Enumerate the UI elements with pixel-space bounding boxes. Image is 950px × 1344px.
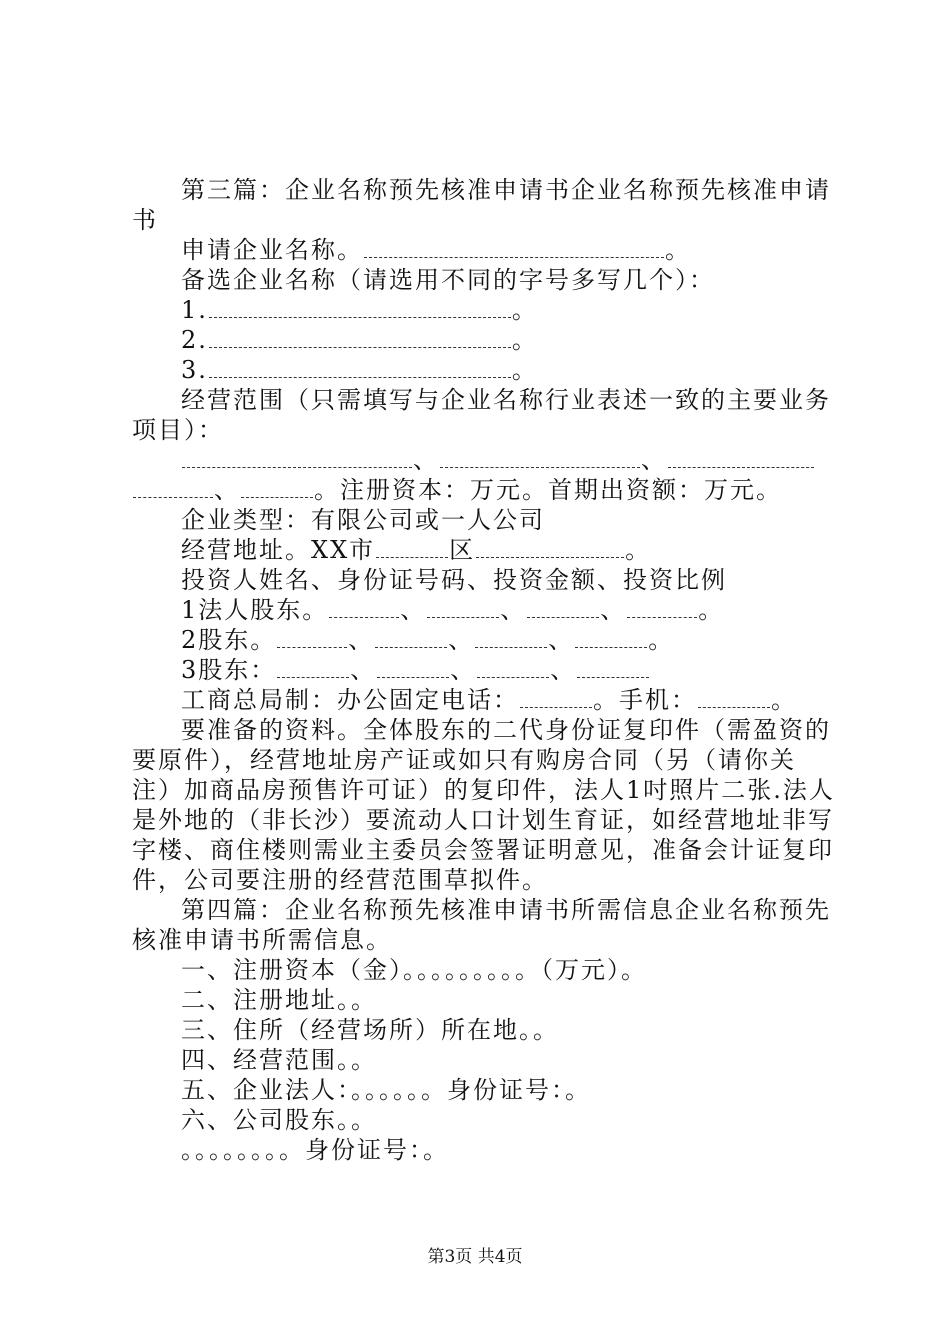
blank-field — [427, 599, 499, 618]
blank-field — [377, 659, 449, 678]
blank-field — [527, 599, 599, 618]
blank-field — [577, 659, 649, 678]
item-registered-address: 二、注册地址。。 — [181, 986, 377, 1014]
blank-field — [241, 479, 313, 498]
item-business-scope: 四、经营范围。。 — [181, 1046, 377, 1074]
scope-blanks-line: 、 、 — [132, 445, 832, 475]
page-footer: 第3页 共4页 — [427, 1247, 523, 1267]
phone-line: 工商总局制：办公固定电话： 。手机： 。 — [181, 686, 797, 714]
blank-field — [520, 689, 592, 708]
blank-field — [182, 449, 412, 468]
blank-field — [209, 359, 511, 378]
materials-para-line-4: 是外地的（非长沙）要流动人口计划生育证，如经营地址非写 — [132, 806, 834, 834]
materials-para-line-3: 注）加商品房预售许可证）的复印件，法人1吋照片二张.法人 — [132, 776, 835, 804]
blank-field — [440, 449, 640, 468]
blank-field — [209, 329, 511, 348]
blank-field — [133, 479, 213, 498]
blank-field — [277, 659, 349, 678]
applicant-name-line: 申请企业名称。 。 — [181, 236, 691, 264]
item-shareholder-id: 。。。。。。。。身份证号：。 — [181, 1136, 449, 1164]
blank-field — [364, 239, 664, 258]
address-line: 经营地址。XX市 区 。 — [181, 536, 652, 564]
blank-field — [475, 629, 547, 648]
materials-para-line-6: 件，公司要注册的经营范围草拟件。 — [132, 866, 548, 894]
item-shareholders: 六、公司股东。。 — [181, 1106, 377, 1134]
document-body — [132, 175, 835, 1165]
materials-para-line-2: 要原件），经营地址房产证或如只有购房合同（另（请你关 — [132, 746, 796, 774]
alt-name-2: 2. 。 — [181, 326, 538, 354]
blank-field — [329, 599, 399, 618]
blank-field — [209, 299, 511, 318]
capital-line: 、 。注册资本：万元。首期出资额：万元。 — [132, 475, 832, 505]
blank-field — [575, 629, 647, 648]
blank-field — [375, 629, 447, 648]
blank-field — [476, 539, 624, 558]
investor-header-line: 投资人姓名、身份证号码、投资金额、投资比例 — [181, 566, 727, 594]
section-4-title: 第四篇：企业名称预先核准申请书所需信息企业名称预先 — [181, 896, 831, 924]
alt-names-line: 备选企业名称（请选用不同的字号多写几个）： — [181, 266, 715, 294]
section-3-title-cont: 书 — [132, 206, 158, 234]
blank-field — [277, 629, 347, 648]
alt-name-3: 3. 。 — [181, 356, 538, 384]
blank-field — [376, 539, 448, 558]
item-registered-capital: 一、注册资本（金）。。。。。。。。。（万元）。 — [181, 956, 647, 984]
materials-para-line-1: 要准备的资料。全体股东的二代身份证复印件（需盈资的 — [181, 716, 831, 744]
shareholder-2-line: 2股东。 、 、 、 。 — [181, 626, 675, 654]
blank-field — [698, 689, 770, 708]
business-scope-line: 经营范围（只需填写与企业名称行业表述一致的主要业务 — [181, 386, 831, 414]
company-type-line: 企业类型：有限公司或一人公司 — [181, 506, 545, 534]
section-4-title-cont: 核准申请书所需信息。 — [132, 926, 392, 954]
shareholder-3-line: 3股东： 、 、 、 — [132, 655, 832, 685]
item-legal-person: 五、企业法人：。。。。。。身份证号：。 — [181, 1076, 591, 1104]
alt-name-1: 1. 。 — [181, 296, 538, 324]
section-3-title: 第三篇：企业名称预先核准申请书企业名称预先核准申请 — [181, 176, 831, 204]
shareholder-1-line: 1法人股东。 、 、 、 。 — [181, 596, 725, 624]
blank-field — [668, 449, 814, 468]
item-premises: 三、住所（经营场所）所在地。。 — [181, 1016, 559, 1044]
materials-para-line-5: 字楼、商住楼则需业主委员会签署证明意见，准备会计证复印 — [132, 836, 834, 864]
blank-field — [477, 659, 549, 678]
business-scope-line-cont: 项目）： — [132, 416, 224, 444]
blank-field — [627, 599, 697, 618]
